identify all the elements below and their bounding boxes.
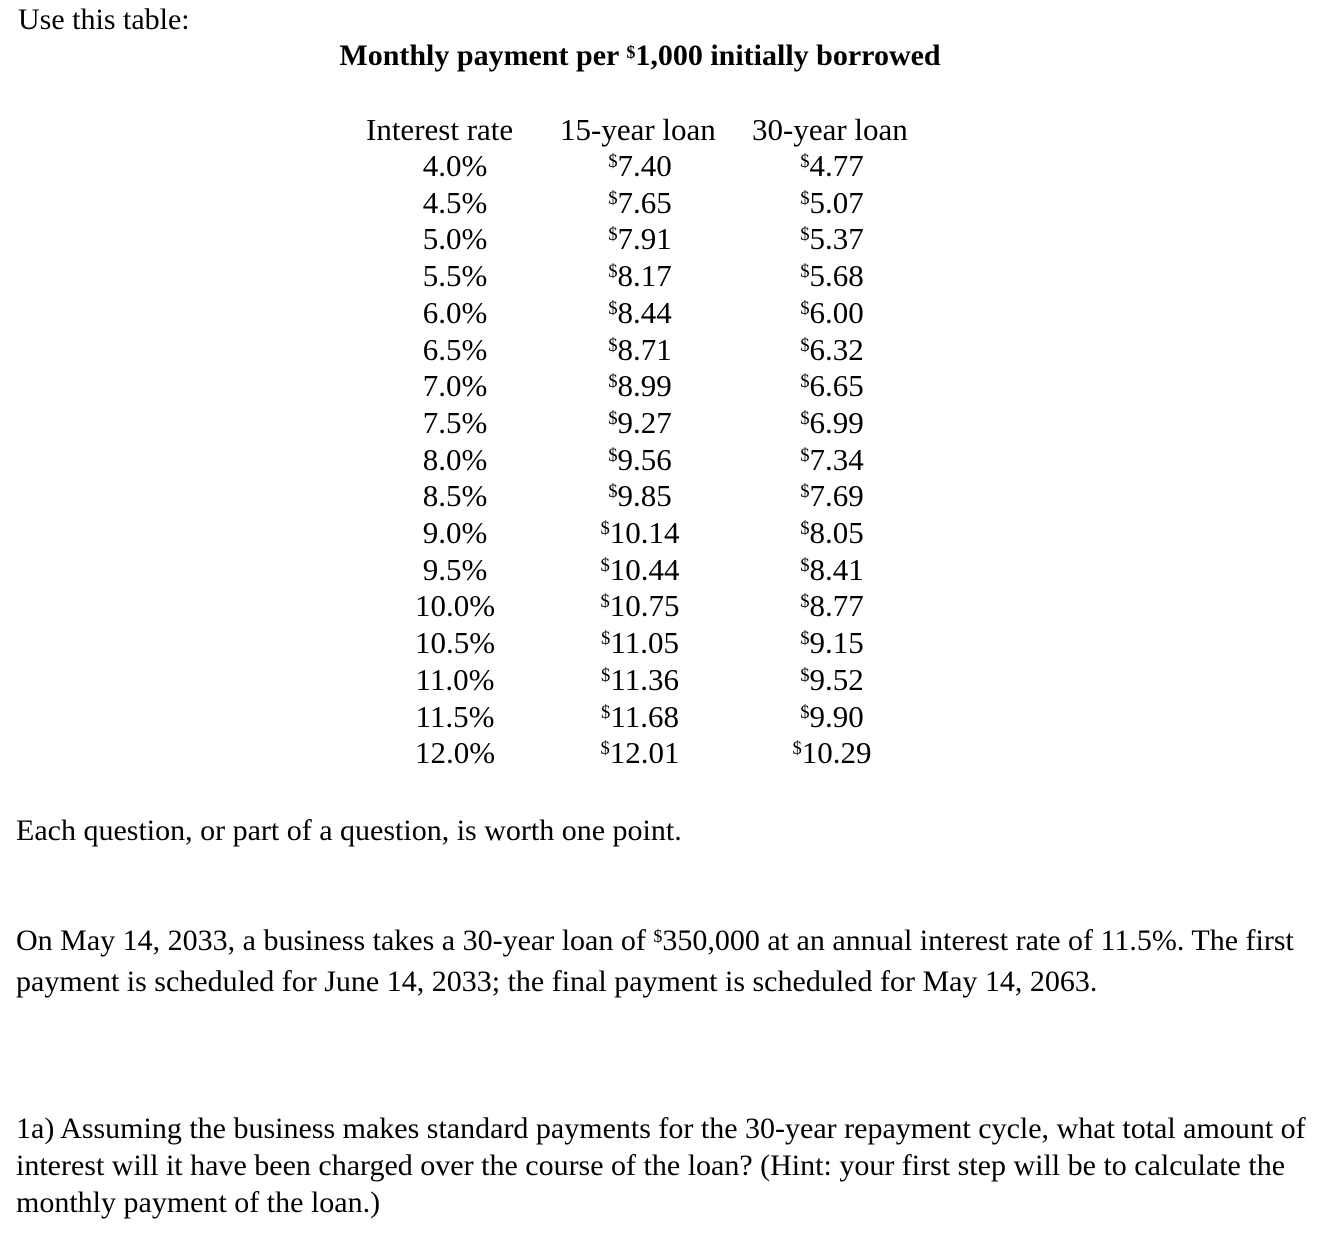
interest-rate-cell: 5.5% [422, 258, 488, 294]
loan-15-cell [580, 625, 700, 661]
loan-30-cell [772, 221, 892, 257]
loan-15-cell [580, 258, 700, 294]
currency-symbol: $ [800, 664, 810, 686]
table-row [0, 662, 1000, 699]
table-row [0, 552, 1000, 589]
loan-15-value: 8.99 [617, 368, 672, 404]
interest-rate-cell: 10.5% [414, 625, 496, 661]
interest-rate-cell: 6.5% [422, 331, 488, 367]
loan-30-value: 8.05 [809, 515, 864, 550]
interest-rate-cell: 8.5% [422, 478, 488, 514]
points-note: Each question, or part of a question, is worth one point. [16, 814, 682, 847]
currency-symbol: $ [800, 224, 810, 246]
table-row [0, 442, 1000, 479]
loan-15-cell [580, 478, 700, 514]
loan-30-value: 5.07 [809, 184, 864, 220]
table-row [0, 332, 1000, 369]
currency-symbol: $ [600, 554, 610, 576]
table-title-currency: $ [626, 42, 636, 62]
table-row [0, 478, 1000, 515]
intro-text: Use this table: [18, 3, 190, 36]
loan-15-cell [580, 332, 700, 368]
loan-30-cell [772, 735, 892, 771]
table-row [0, 221, 1000, 258]
loan-15-cell [580, 735, 700, 771]
interest-rate-cell: 5.0% [422, 221, 488, 257]
loan-30-cell [772, 588, 892, 624]
interest-rate-cell: 9.5% [422, 551, 488, 587]
currency-symbol: $ [800, 701, 810, 723]
currency-symbol: $ [800, 554, 810, 576]
interest-rate-cell: 9.0% [422, 515, 488, 550]
loan-15-value: 9.56 [617, 441, 672, 477]
interest-rate-cell: 4.0% [422, 148, 488, 183]
loan-15-value: 9.85 [617, 478, 672, 514]
loan-15-value: 10.14 [609, 515, 680, 550]
currency-symbol: $ [608, 187, 618, 209]
interest-rate-cell: 8.0% [422, 441, 488, 477]
interest-rate-cell: 7.5% [422, 404, 488, 440]
loan-15-value: 8.44 [617, 294, 672, 330]
currency-symbol: $ [800, 371, 810, 393]
currency-symbol: $ [601, 628, 611, 650]
loan-30-cell [772, 368, 892, 404]
loan-15-cell [580, 588, 700, 624]
loan-15-value: 11.36 [610, 661, 679, 697]
loan-30-value: 8.41 [809, 551, 864, 587]
loan-30-value: 10.29 [801, 735, 872, 771]
loan-15-cell [580, 295, 700, 331]
currency-symbol: $ [608, 151, 618, 172]
table-row [0, 588, 1000, 625]
currency-symbol: $ [600, 591, 610, 613]
loan-30-cell [772, 332, 892, 368]
table-title [0, 38, 1280, 74]
loan-30-value: 7.34 [809, 441, 864, 477]
loan-scenario [16, 920, 1306, 1002]
loan-scenario-currency: $ [653, 926, 663, 946]
currency-symbol: $ [608, 334, 618, 356]
loan-30-value: 4.77 [809, 148, 864, 183]
currency-symbol: $ [608, 297, 618, 319]
currency-symbol: $ [600, 518, 610, 539]
currency-symbol: $ [800, 261, 810, 283]
loan-15-value: 10.44 [609, 551, 680, 587]
table-row [0, 148, 1000, 185]
loan-30-cell [772, 699, 892, 735]
interest-rate-cell: 11.0% [415, 661, 495, 697]
loan-30-value: 6.32 [809, 331, 864, 367]
loan-30-cell [772, 295, 892, 331]
loan-15-cell [580, 515, 700, 551]
loan-15-value: 7.65 [617, 184, 672, 220]
loan-30-cell [772, 148, 892, 184]
currency-symbol: $ [608, 261, 618, 283]
loan-30-cell [772, 258, 892, 294]
table-row [0, 258, 1000, 295]
loan-15-value: 11.68 [610, 698, 679, 734]
loan-30-value: 5.68 [809, 258, 864, 294]
currency-symbol: $ [601, 701, 611, 723]
loan-15-value: 7.40 [617, 148, 672, 183]
loan-15-cell [580, 185, 700, 221]
table-row [0, 515, 1000, 552]
loan-30-value: 6.99 [809, 404, 864, 440]
column-header-30-year-loan: 30-year loan [752, 112, 908, 147]
loan-30-value: 9.90 [809, 698, 864, 734]
loan-15-value: 8.71 [617, 331, 672, 367]
interest-rate-cell: 11.5% [415, 698, 495, 734]
loan-30-value: 9.52 [809, 661, 864, 697]
loan-15-cell [580, 442, 700, 478]
table-row [0, 295, 1000, 332]
loan-15-value: 12.01 [609, 735, 680, 771]
loan-30-cell [772, 552, 892, 588]
currency-symbol: $ [800, 407, 810, 429]
currency-symbol: $ [800, 187, 810, 209]
currency-symbol: $ [608, 407, 618, 429]
loan-30-cell [772, 662, 892, 698]
interest-rate-cell: 10.0% [414, 588, 496, 624]
table-row [0, 735, 1000, 772]
loan-30-cell [772, 478, 892, 514]
interest-rate-cell: 12.0% [414, 735, 496, 771]
loan-30-value: 9.15 [809, 625, 864, 661]
table-title-prefix: Monthly payment per [339, 39, 627, 72]
table-title-amount: 1,000 initially borrowed [635, 39, 941, 72]
loan-15-cell [580, 699, 700, 735]
currency-symbol: $ [800, 334, 810, 356]
loan-15-cell [580, 148, 700, 184]
loan-15-cell [580, 221, 700, 257]
table-row [0, 405, 1000, 442]
currency-symbol: $ [800, 444, 810, 466]
loan-15-cell [580, 368, 700, 404]
loan-15-cell [580, 405, 700, 441]
loan-15-value: 10.75 [609, 588, 680, 624]
loan-15-cell [580, 662, 700, 698]
loan-30-value: 6.00 [809, 294, 864, 330]
loan-30-value: 6.65 [809, 368, 864, 404]
interest-rate-cell: 7.0% [422, 368, 488, 404]
currency-symbol: $ [800, 481, 810, 503]
loan-15-value: 11.05 [610, 625, 679, 661]
table-row [0, 185, 1000, 222]
loan-scenario-after: 350,000 at an annual interest rate of 11.5%. The first payment is scheduled for June 14, 2033; the final payment is scheduled for May 14, 2063. [16, 924, 1294, 998]
loan-15-value: 9.27 [617, 404, 672, 440]
currency-symbol: $ [800, 628, 810, 650]
currency-symbol: $ [600, 738, 610, 760]
loan-30-cell [772, 515, 892, 551]
currency-symbol: $ [800, 591, 810, 613]
loan-15-value: 8.17 [617, 258, 672, 294]
loan-30-value: 7.69 [809, 478, 864, 514]
column-header-15-year-loan: 15-year loan [560, 112, 716, 147]
loan-15-cell [580, 552, 700, 588]
interest-rate-cell: 4.5% [422, 184, 488, 220]
currency-symbol: $ [800, 151, 810, 172]
loan-scenario-before: On May 14, 2033, a business takes a 30-year loan of [16, 924, 654, 957]
currency-symbol: $ [608, 481, 618, 503]
loan-30-value: 5.37 [809, 221, 864, 257]
loan-30-cell [772, 405, 892, 441]
table-row [0, 625, 1000, 662]
loan-30-value: 8.77 [809, 588, 864, 624]
currency-symbol: $ [792, 738, 802, 760]
loan-15-value: 7.91 [617, 221, 672, 257]
table-row [0, 368, 1000, 405]
loan-30-cell [772, 442, 892, 478]
currency-symbol: $ [608, 224, 618, 246]
currency-symbol: $ [800, 297, 810, 319]
loan-30-cell [772, 625, 892, 661]
interest-rate-cell: 6.0% [422, 294, 488, 330]
question-1a: 1a) Assuming the business makes standard payments for the 30-year repayment cycle, what total amount of interest will it have been charged over the course of the loan? (Hint: your first step will be to calculate the monthly payment of the loan.) [16, 1112, 1306, 1219]
currency-symbol: $ [601, 664, 611, 686]
currency-symbol: $ [608, 444, 618, 466]
currency-symbol: $ [800, 518, 810, 539]
currency-symbol: $ [608, 371, 618, 393]
table-row [0, 699, 1000, 736]
loan-30-cell [772, 185, 892, 221]
column-header-interest-rate: Interest rate [366, 112, 514, 147]
